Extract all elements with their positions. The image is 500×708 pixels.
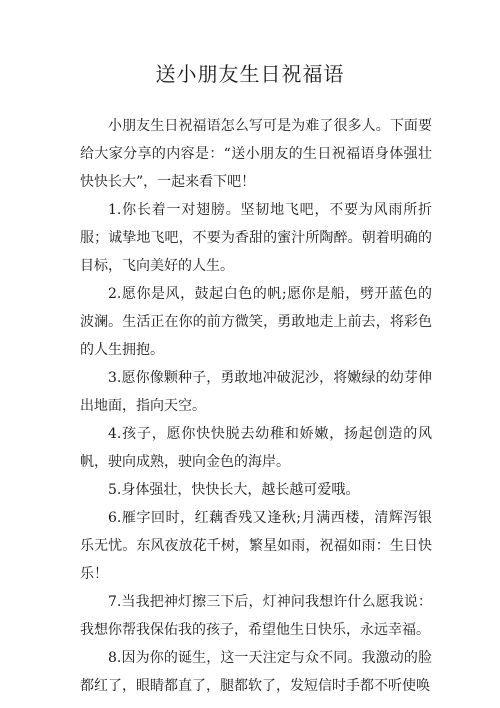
wish-paragraph-2: 2.愿你是风，鼓起白色的帆;愿你是船，劈开蓝色的波澜。生活正在你的前方微笑，勇敢地走上前去，将彩色的人生拥抱。 (80, 286, 432, 358)
wish-paragraph-3: 3.愿你像颗种子，勇敢地冲破泥沙，将嫩绿的幼芽伸出地面，指向天空。 (80, 370, 432, 414)
wish-paragraph-4: 4.孩子，愿你快快脱去幼稚和娇嫩，扬起创造的风帆，驶向成熟，驶向金色的海岸。 (80, 426, 432, 470)
intro-paragraph: 小朋友生日祝福语怎么写可是为难了很多人。下面要给大家分享的内容是：“送小朋友的生日祝福语身体强壮快快长大”，一起来看下吧！ (80, 118, 432, 190)
document-body (80, 112, 432, 700)
wish-paragraph-6: 6.雁字回时，红藕香残又逢秋;月满西楼，清辉泻银乐无忧。东风夜放花千树，繁星如雨，祝福如雨：生日快乐！ (80, 510, 432, 582)
wish-paragraph-5: 5.身体强壮，快快长大，越长越可爱哦。 (108, 482, 360, 498)
wish-paragraph-8: 8.因为你的诞生，这一天注定与众不同。我激动的脸都红了，眼睛都直了，腿都软了，发短信时手都不听使唤 (80, 650, 432, 694)
wish-paragraph-7: 7.当我把神灯擦三下后，灯神问我想许什么愿我说：我想你帮我保佑我的孩子，希望他生日快乐，永远幸福。 (80, 594, 432, 638)
document-title: 送小朋友生日祝福语 (155, 62, 345, 86)
wish-paragraph-1: 1.你长着一对翅膀。坚韧地飞吧，不要为风雨所折服；诚挚地飞吧，不要为香甜的蜜汁所陶醉。朝着明确的目标，飞向美好的人生。 (80, 202, 432, 274)
